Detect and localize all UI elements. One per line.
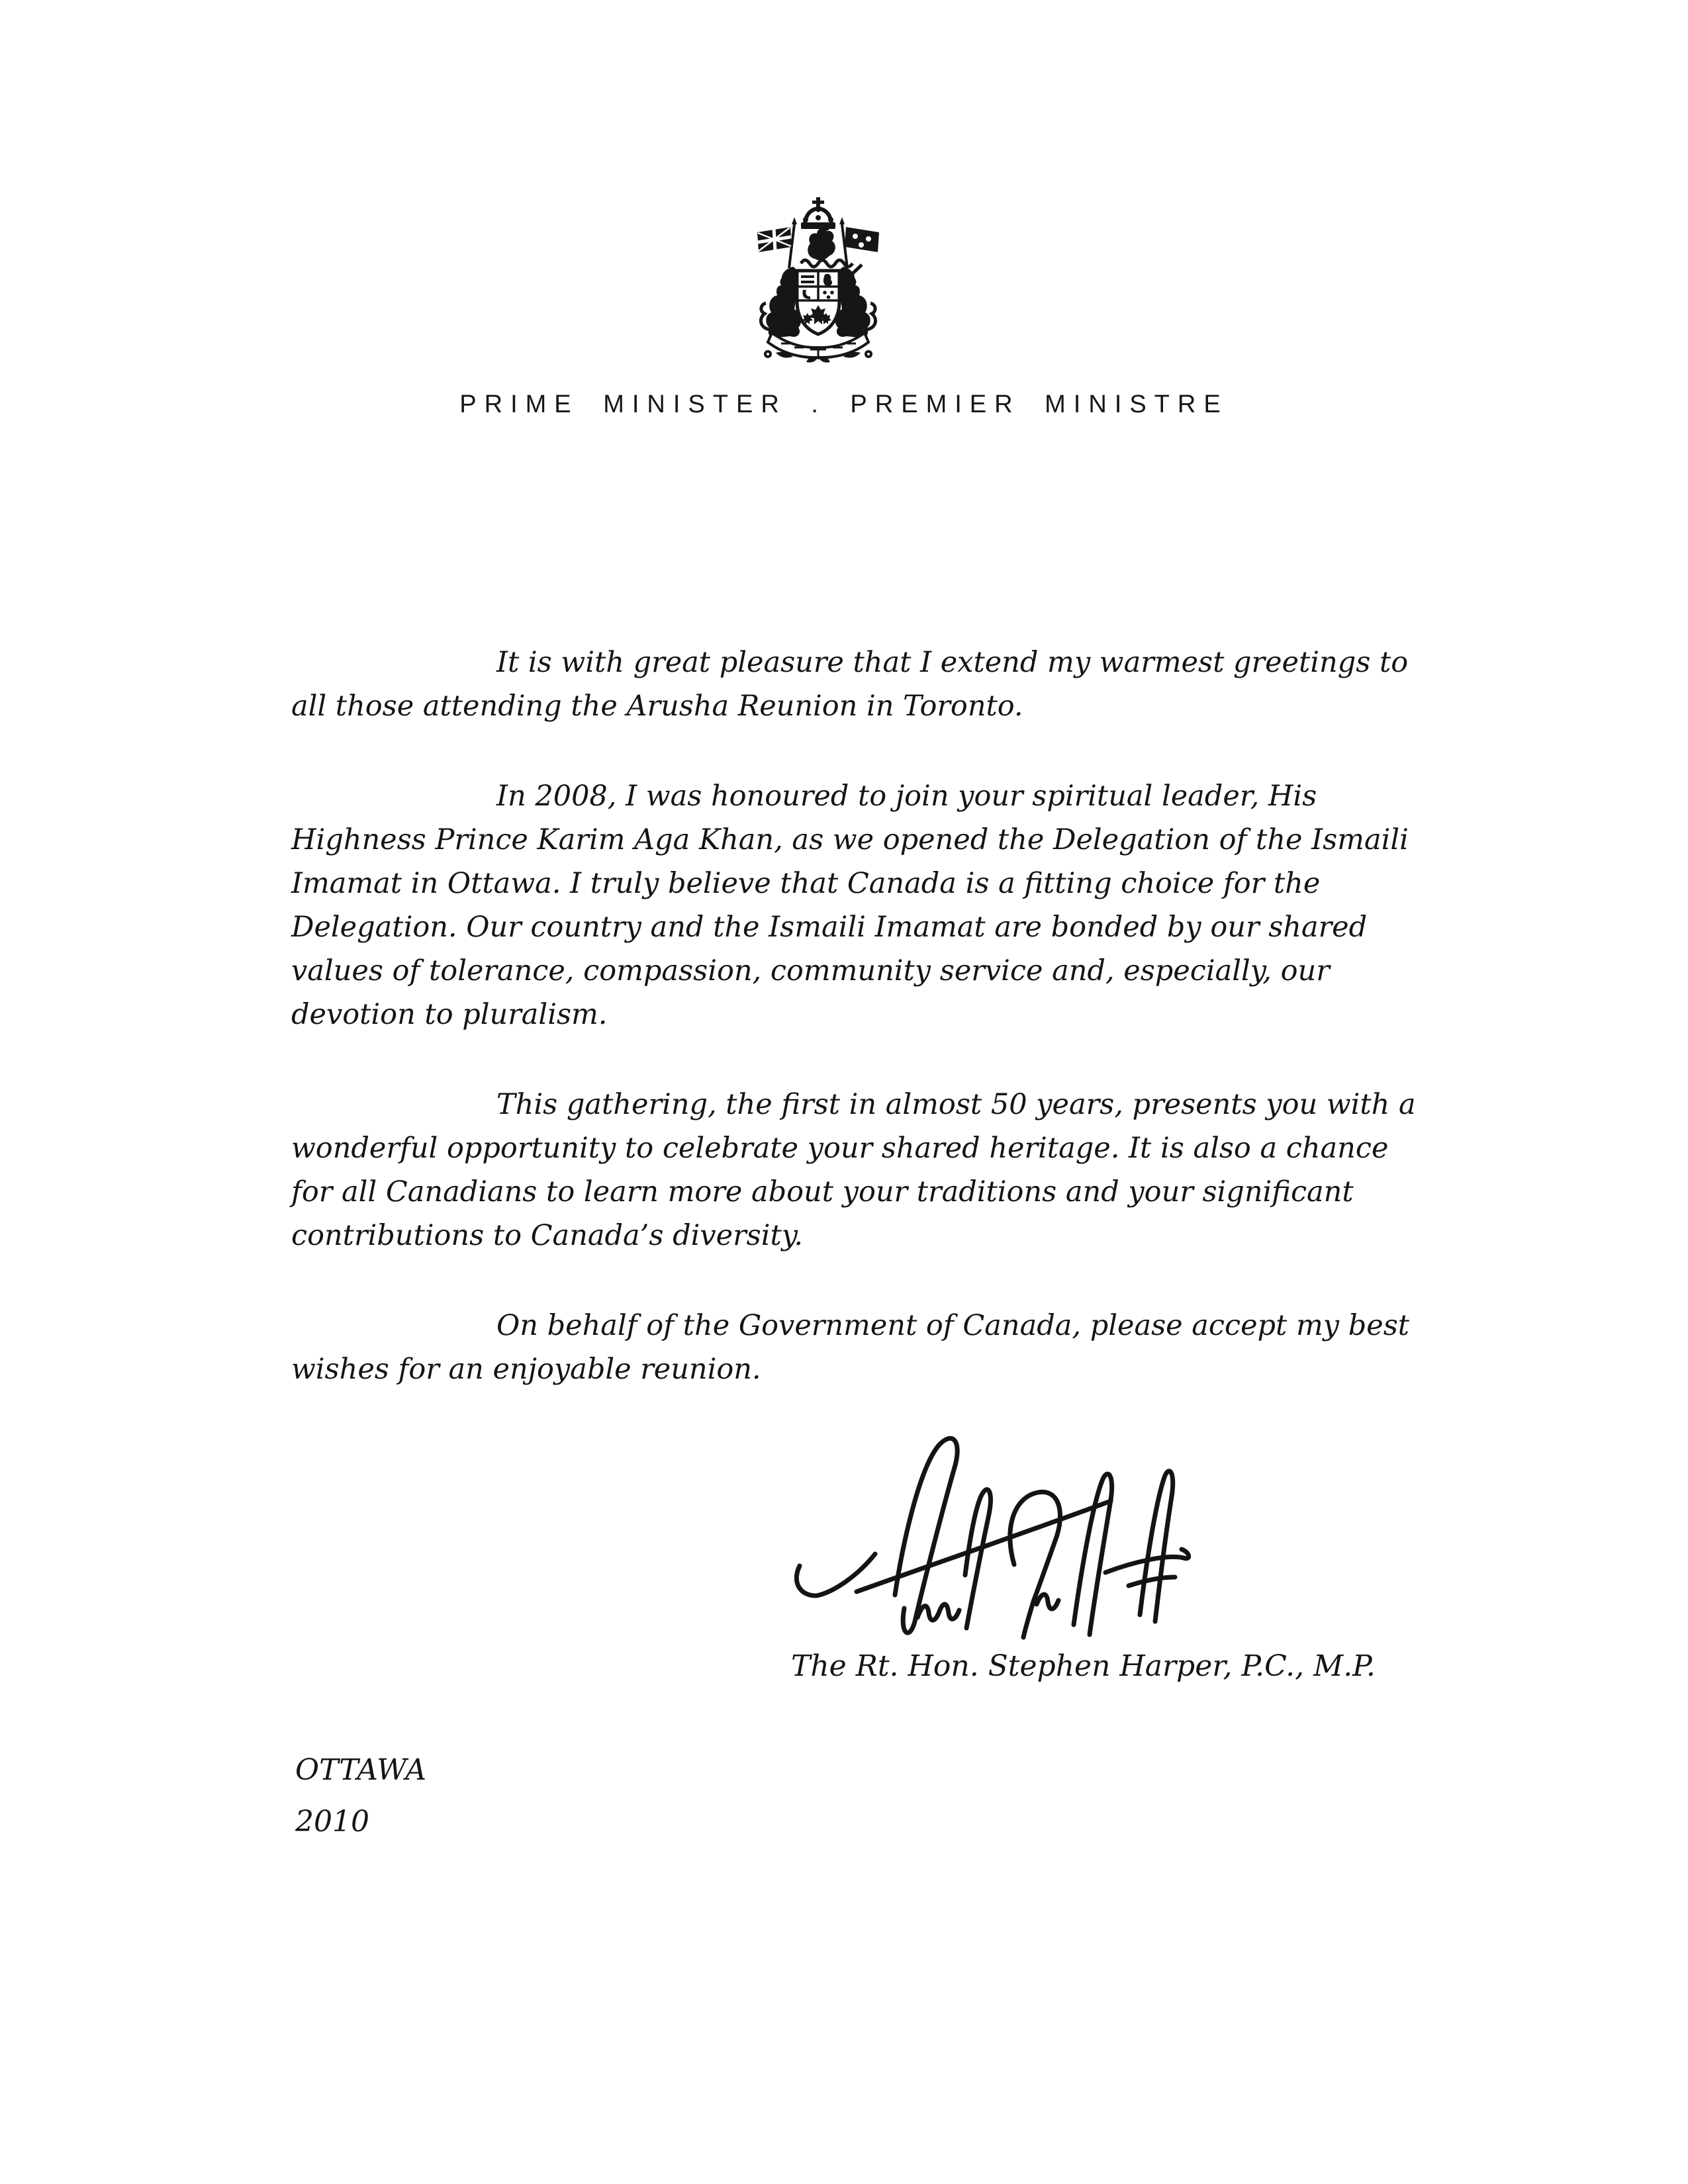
masthead-title: PRIME MINISTER . PREMIER MINISTRE: [459, 390, 1229, 418]
place-date-block: [295, 1745, 426, 1848]
letter-paragraph: It is with great pleasure that I extend my warmest greetings to all those attending the Arusha Reunion in Toronto.: [291, 646, 1409, 723]
year-line: 2010: [295, 1805, 369, 1839]
letter-paragraph: In 2008, I was honoured to join your spiritual leader, His Highness Prince Karim Aga Khan, as we opened the Delegation of the Ismaili Imamat in Ottawa. I truly believe that Canada is a fitting choice for the Delegation. Our country and the Ismaili Imamat are bonded by our shared values of tolerance, compassion, community service and, especially, our devotion to pluralism.: [291, 780, 1409, 1031]
place-line: OTTAWA: [295, 1753, 426, 1787]
signature-image: [794, 1435, 1192, 1643]
letter-body: [291, 641, 1430, 1437]
coat-of-arms-icon: [752, 196, 884, 363]
signer-name: The Rt. Hon. Stephen Harper, P.C., M.P.: [791, 1649, 1376, 1683]
letter-paragraph: This gathering, the first in almost 50 years, presents you with a wonderful opportunity to celebrate your shared heritage. It is also a chance for all Canadians to learn more about your traditions and your significant contributions to Canada’s diversity.: [291, 1088, 1416, 1252]
letter-paragraph: On behalf of the Government of Canada, please accept my best wishes for an enjoyable reunion.: [291, 1309, 1410, 1386]
